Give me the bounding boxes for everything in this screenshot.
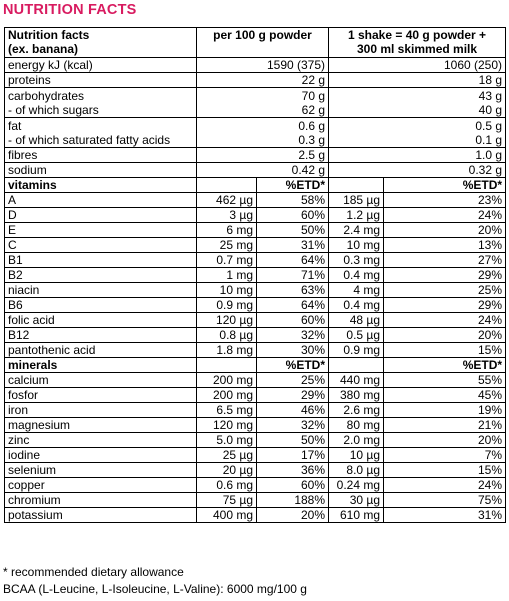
table-row xyxy=(5,283,506,298)
etd-per-100g: 50% xyxy=(257,223,329,238)
etd-per-shake: 20% xyxy=(384,328,506,343)
amount-per-100g: 0.7 mg xyxy=(197,253,257,268)
etd-per-shake: 29% xyxy=(384,298,506,313)
amount-per-shake: 0.4 mg xyxy=(329,268,384,283)
etd-per-100g: 64% xyxy=(257,298,329,313)
amount-per-100g: 120 mg xyxy=(197,418,257,433)
empty-cell xyxy=(329,178,384,193)
nutrition-table xyxy=(4,27,506,523)
table-row xyxy=(5,343,506,358)
nutrient-name: energy kJ (kcal) xyxy=(5,58,197,73)
nutrient-name: B2 xyxy=(5,268,197,283)
value-per-100g: 0.42 g xyxy=(197,163,329,178)
vitamins-section-header xyxy=(5,178,506,193)
amount-per-100g: 462 µg xyxy=(197,193,257,208)
amount-per-100g: 6.5 mg xyxy=(197,403,257,418)
value-per-100g: 70 g 62 g xyxy=(197,88,329,118)
amount-per-100g: 75 µg xyxy=(197,493,257,508)
nutrient-name: proteins xyxy=(5,73,197,88)
nutrient-name: pantothenic acid xyxy=(5,343,197,358)
amount-per-shake: 0.5 µg xyxy=(329,328,384,343)
etd-per-100g: 31% xyxy=(257,238,329,253)
etd-per-100g: 30% xyxy=(257,343,329,358)
etd-per-shake: 20% xyxy=(384,223,506,238)
nutrient-name: fibres xyxy=(5,148,197,163)
etd-per-100g: 58% xyxy=(257,193,329,208)
amount-per-shake: 2.4 mg xyxy=(329,223,384,238)
etd-per-100g: 32% xyxy=(257,418,329,433)
etd-per-shake: 19% xyxy=(384,403,506,418)
etd-per-shake: 31% xyxy=(384,508,506,523)
etd-per-shake: 21% xyxy=(384,418,506,433)
table-row xyxy=(5,463,506,478)
amount-per-100g: 25 mg xyxy=(197,238,257,253)
value-per-100g: 0.6 g 0.3 g xyxy=(197,118,329,148)
amount-per-100g: 400 mg xyxy=(197,508,257,523)
etd-per-shake: 15% xyxy=(384,343,506,358)
etd-per-shake: 75% xyxy=(384,493,506,508)
table-row xyxy=(5,163,506,178)
etd-per-shake: 24% xyxy=(384,478,506,493)
amount-per-shake: 2.0 mg xyxy=(329,433,384,448)
nutrient-name: copper xyxy=(5,478,197,493)
etd-per-shake: 23% xyxy=(384,193,506,208)
etd-per-shake: 7% xyxy=(384,448,506,463)
vitamins-label: vitamins xyxy=(5,178,197,193)
amount-per-100g: 200 mg xyxy=(197,388,257,403)
amount-per-100g: 200 mg xyxy=(197,373,257,388)
nutrient-name: C xyxy=(5,238,197,253)
nutrient-name: A xyxy=(5,193,197,208)
value-per-shake: 0.5 g 0.1 g xyxy=(329,118,506,148)
amount-per-100g: 25 µg xyxy=(197,448,257,463)
etd-per-shake: 15% xyxy=(384,463,506,478)
etd-per-100g: 50% xyxy=(257,433,329,448)
amount-per-shake: 2.6 mg xyxy=(329,403,384,418)
amount-per-shake: 0.4 mg xyxy=(329,298,384,313)
value-per-shake: 18 g xyxy=(329,73,506,88)
etd-per-100g: 20% xyxy=(257,508,329,523)
table-row xyxy=(5,208,506,223)
amount-per-100g: 120 µg xyxy=(197,313,257,328)
table-row xyxy=(5,388,506,403)
amount-per-100g: 3 µg xyxy=(197,208,257,223)
etd-per-100g: 71% xyxy=(257,268,329,283)
footnote-etd: * recommended dietary allowance xyxy=(3,565,184,579)
value-per-shake: 0.32 g xyxy=(329,163,506,178)
nutrient-name: zinc xyxy=(5,433,197,448)
table-row xyxy=(5,268,506,283)
etd-per-shake: 55% xyxy=(384,373,506,388)
etd-per-100g: 17% xyxy=(257,448,329,463)
nutrient-name: carbohydrates - of which sugars xyxy=(5,88,197,118)
nutrient-name: B6 xyxy=(5,298,197,313)
amount-per-shake: 380 mg xyxy=(329,388,384,403)
nutrient-name: potassium xyxy=(5,508,197,523)
table-row xyxy=(5,223,506,238)
table-row xyxy=(5,238,506,253)
value-per-shake: 1060 (250) xyxy=(329,58,506,73)
etd-per-100g: 63% xyxy=(257,283,329,298)
amount-per-shake: 440 mg xyxy=(329,373,384,388)
etd-per-100g: 32% xyxy=(257,328,329,343)
etd-per-shake: 45% xyxy=(384,388,506,403)
amount-per-shake: 0.3 mg xyxy=(329,253,384,268)
etd-per-100g: 25% xyxy=(257,373,329,388)
nutrient-name: iodine xyxy=(5,448,197,463)
minerals-section-header xyxy=(5,358,506,373)
value-per-100g: 22 g xyxy=(197,73,329,88)
nutrient-name: sodium xyxy=(5,163,197,178)
etd-per-100g: 29% xyxy=(257,388,329,403)
amount-per-shake: 610 mg xyxy=(329,508,384,523)
table-row xyxy=(5,253,506,268)
etd-per-shake: 29% xyxy=(384,268,506,283)
table-row xyxy=(5,73,506,88)
nutrient-name: iron xyxy=(5,403,197,418)
nutrient-name: D xyxy=(5,208,197,223)
etd-per-100g: 60% xyxy=(257,313,329,328)
minerals-label: minerals xyxy=(5,358,197,373)
nutrient-name: E xyxy=(5,223,197,238)
value-per-100g: 2.5 g xyxy=(197,148,329,163)
empty-cell xyxy=(329,358,384,373)
amount-per-shake: 1.2 µg xyxy=(329,208,384,223)
amount-per-100g: 1 mg xyxy=(197,268,257,283)
amount-per-shake: 185 µg xyxy=(329,193,384,208)
amount-per-shake: 0.9 mg xyxy=(329,343,384,358)
amount-per-shake: 80 mg xyxy=(329,418,384,433)
amount-per-100g: 0.6 mg xyxy=(197,478,257,493)
nutrient-name: chromium xyxy=(5,493,197,508)
header-per-100g: per 100 g powder xyxy=(197,28,329,58)
amount-per-shake: 0.24 mg xyxy=(329,478,384,493)
amount-per-100g: 0.9 mg xyxy=(197,298,257,313)
nutrient-name: selenium xyxy=(5,463,197,478)
value-per-shake: 43 g 40 g xyxy=(329,88,506,118)
etd-per-shake: 27% xyxy=(384,253,506,268)
amount-per-shake: 10 µg xyxy=(329,448,384,463)
nutrient-name: fosfor xyxy=(5,388,197,403)
table-row xyxy=(5,118,506,148)
nutrient-name: magnesium xyxy=(5,418,197,433)
nutrient-name: B1 xyxy=(5,253,197,268)
table-row xyxy=(5,373,506,388)
amount-per-100g: 1.8 mg xyxy=(197,343,257,358)
amount-per-shake: 4 mg xyxy=(329,283,384,298)
page-title: NUTRITION FACTS xyxy=(3,2,137,18)
amount-per-100g: 6 mg xyxy=(197,223,257,238)
etd-per-100g: 46% xyxy=(257,403,329,418)
etd-per-shake: 24% xyxy=(384,313,506,328)
etd-header-per-shake: %ETD* xyxy=(384,178,506,193)
etd-header-per-100g: %ETD* xyxy=(257,358,329,373)
table-row xyxy=(5,88,506,118)
table-row xyxy=(5,508,506,523)
etd-per-100g: 36% xyxy=(257,463,329,478)
table-header-row xyxy=(5,28,506,58)
table-row xyxy=(5,433,506,448)
etd-header-per-shake: %ETD* xyxy=(384,358,506,373)
etd-per-100g: 188% xyxy=(257,493,329,508)
value-per-shake: 1.0 g xyxy=(329,148,506,163)
empty-cell xyxy=(197,178,257,193)
etd-per-shake: 25% xyxy=(384,283,506,298)
etd-per-shake: 20% xyxy=(384,433,506,448)
nutrient-name: folic acid xyxy=(5,313,197,328)
amount-per-100g: 0.8 µg xyxy=(197,328,257,343)
etd-per-shake: 24% xyxy=(384,208,506,223)
table-row xyxy=(5,403,506,418)
table-row xyxy=(5,298,506,313)
nutrient-name: calcium xyxy=(5,373,197,388)
etd-per-100g: 60% xyxy=(257,478,329,493)
value-per-100g: 1590 (375) xyxy=(197,58,329,73)
amount-per-100g: 20 µg xyxy=(197,463,257,478)
table-row xyxy=(5,193,506,208)
table-row xyxy=(5,313,506,328)
table-row xyxy=(5,58,506,73)
nutrient-name: fat - of which saturated fatty acids xyxy=(5,118,197,148)
header-per-shake: 1 shake = 40 g powder + 300 ml skimmed milk xyxy=(329,28,506,58)
nutrient-name: B12 xyxy=(5,328,197,343)
table-row xyxy=(5,328,506,343)
table-row xyxy=(5,493,506,508)
nutrient-name: niacin xyxy=(5,283,197,298)
footnote-bcaa: BCAA (L-Leucine, L-Isoleucine, L-Valine): 6000 mg/100 g xyxy=(3,582,307,596)
amount-per-shake: 10 mg xyxy=(329,238,384,253)
header-nutrition-facts: Nutrition facts (ex. banana) xyxy=(5,28,197,58)
amount-per-100g: 5.0 mg xyxy=(197,433,257,448)
amount-per-100g: 10 mg xyxy=(197,283,257,298)
amount-per-shake: 30 µg xyxy=(329,493,384,508)
table-row xyxy=(5,478,506,493)
amount-per-shake: 48 µg xyxy=(329,313,384,328)
table-row xyxy=(5,448,506,463)
table-row xyxy=(5,418,506,433)
empty-cell xyxy=(197,358,257,373)
amount-per-shake: 8.0 µg xyxy=(329,463,384,478)
etd-per-100g: 64% xyxy=(257,253,329,268)
etd-header-per-100g: %ETD* xyxy=(257,178,329,193)
etd-per-shake: 13% xyxy=(384,238,506,253)
table-row xyxy=(5,148,506,163)
etd-per-100g: 60% xyxy=(257,208,329,223)
